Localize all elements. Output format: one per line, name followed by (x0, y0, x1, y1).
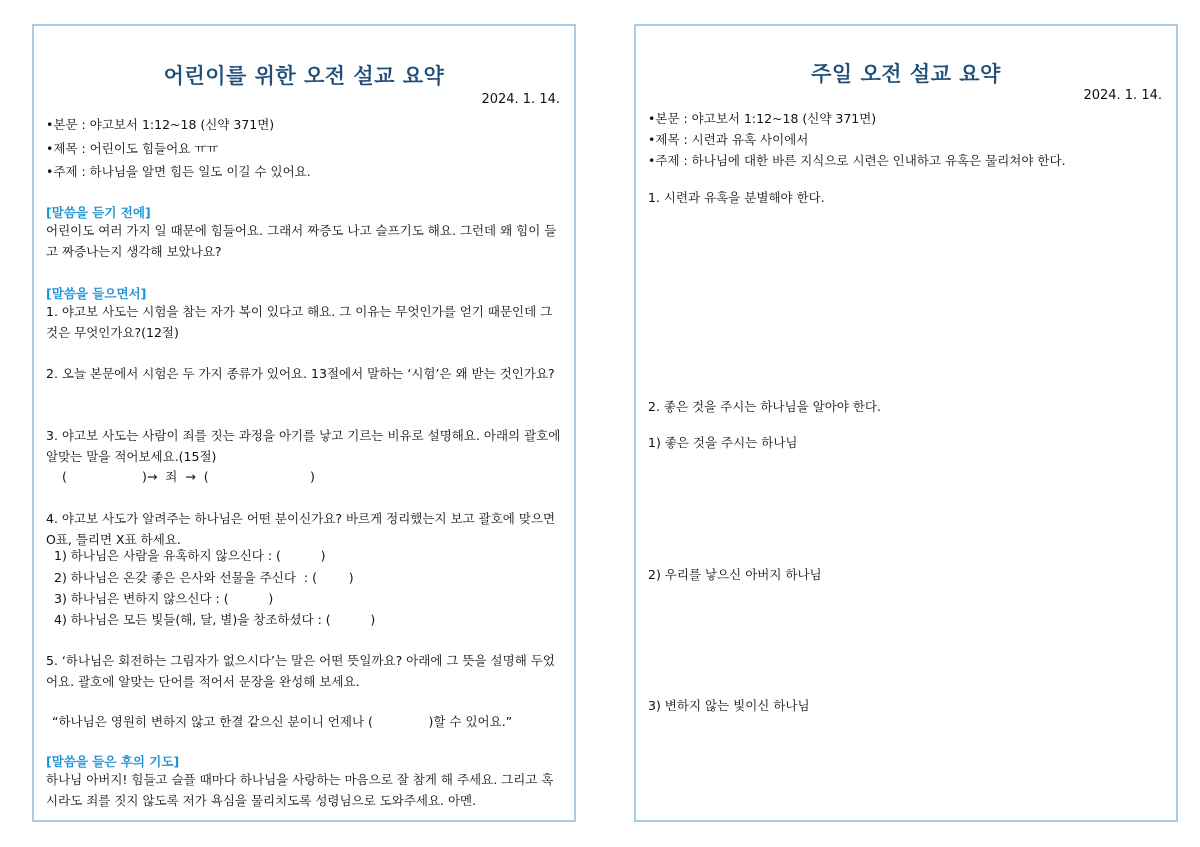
q4-item: 4) 하나님은 모든 빛들(해, 달, 별)을 창조하셨다 : ( ) (54, 612, 376, 627)
question-2: 2. 오늘 본문에서 시험은 두 가지 종류가 있어요. 13절에서 말하는 ‘시험’은 왜 받는 것인가요? (46, 366, 555, 381)
question-5: 5. ‘하나님은 회전하는 그림자가 없으시다’는 말은 어떤 뜻일까요? 아래에 그 뜻을 설명해 두었어요. 괄호에 알맞는 단어를 적어서 문장을 완성해 보세요. (46, 653, 555, 689)
question-1: 1. 야고보 사도는 시험을 참는 자가 복이 있다고 해요. 그 이유는 무엇인가를 얻기 때문인데 그것은 무엇인가요?(12절) (46, 304, 553, 340)
page-title: 주일 오전 설교 요약 (811, 62, 1001, 86)
meta-text: •본문 : 야고보서 1:12~18 (신약 371면) (648, 111, 877, 126)
point-1: 1. 시련과 유혹을 분별해야 한다. (648, 190, 825, 205)
q3-open-paren: ( (62, 469, 67, 484)
q4-item: 1) 하나님은 사람을 유혹하지 않으신다 : ( ) (54, 548, 326, 563)
page-title: 어린이를 위한 오전 설교 요약 (163, 64, 445, 88)
adult-sermon-sheet (634, 24, 1178, 822)
q5-quote: “하나님은 영원히 변하지 않고 한결 같으신 분이니 언제나 ( )할 수 있어요.” (52, 714, 513, 729)
point-2: 2. 좋은 것을 주시는 하나님을 알아야 한다. (648, 399, 881, 414)
sub-point-1: 1) 좋은 것을 주시는 하나님 (648, 435, 798, 450)
date: 2024. 1. 14. (1083, 88, 1162, 103)
sub-point-2: 2) 우리를 낳으신 아버지 하나님 (648, 567, 822, 582)
prayer-paragraph: 하나님 아버지! 힘들고 슬플 때마다 하나님을 사랑하는 마음으로 잘 참게 해 주세요. 그리고 혹시라도 죄를 짓지 않도록 저가 욕심을 물리치도록 성령님으로 도와주세요. 아멘. (46, 772, 554, 808)
q4-item: 2) 하나님은 온갖 좋은 은사와 선물을 주신다 : ( ) (54, 570, 354, 585)
section-heading-during: [말씀을 들으면서] (46, 286, 147, 301)
meta-theme: •주제 : 하나님에 대한 바른 지식으로 시련은 인내하고 유혹은 물리쳐야 한다. (648, 153, 1066, 168)
meta-title: •제목 : 어린이도 힘들어요 ㅠㅠ (46, 141, 219, 156)
q4-item: 3) 하나님은 변하지 않으신다 : ( ) (54, 591, 274, 606)
children-sermon-sheet (32, 24, 576, 822)
section-heading-before: [말씀을 듣기 전에] (46, 205, 151, 220)
question-4: 4. 야고보 사도가 알려주는 하나님은 어떤 분이신가요? 바르게 정리했는지 보고 괄호에 맞으면 O표, 틀리면 X표 하세요. (46, 511, 556, 547)
meta-title: •제목 : 시련과 유혹 사이에서 (648, 132, 809, 147)
sub-point-3: 3) 변하지 않는 빛이신 하나님 (648, 698, 810, 713)
date: 2024. 1. 14. (481, 92, 560, 107)
before-paragraph: 어린이도 여러 가지 일 때문에 힘들어요. 그래서 짜증도 나고 슬프기도 해요. 그런데 왜 힘이 들고 짜증나는지 생각해 보았나요? (46, 223, 557, 259)
meta-text: •본문 : 야고보서 1:12~18 (신약 371면) (46, 117, 275, 132)
section-heading-after: [말씀을 들은 후의 기도] (46, 754, 180, 769)
question-3: 3. 야고보 사도는 사람이 죄를 짓는 과정을 아기를 낳고 기르는 비유로 설명해요. 아래의 괄호에 알맞는 말을 적어보세요.(15절) (46, 428, 561, 464)
q3-close-paren: ) (310, 469, 315, 484)
q3-arrow-sin: )→ 죄 → ( (142, 469, 209, 484)
meta-theme: •주제 : 하나님을 알면 힘든 일도 이길 수 있어요. (46, 164, 311, 179)
